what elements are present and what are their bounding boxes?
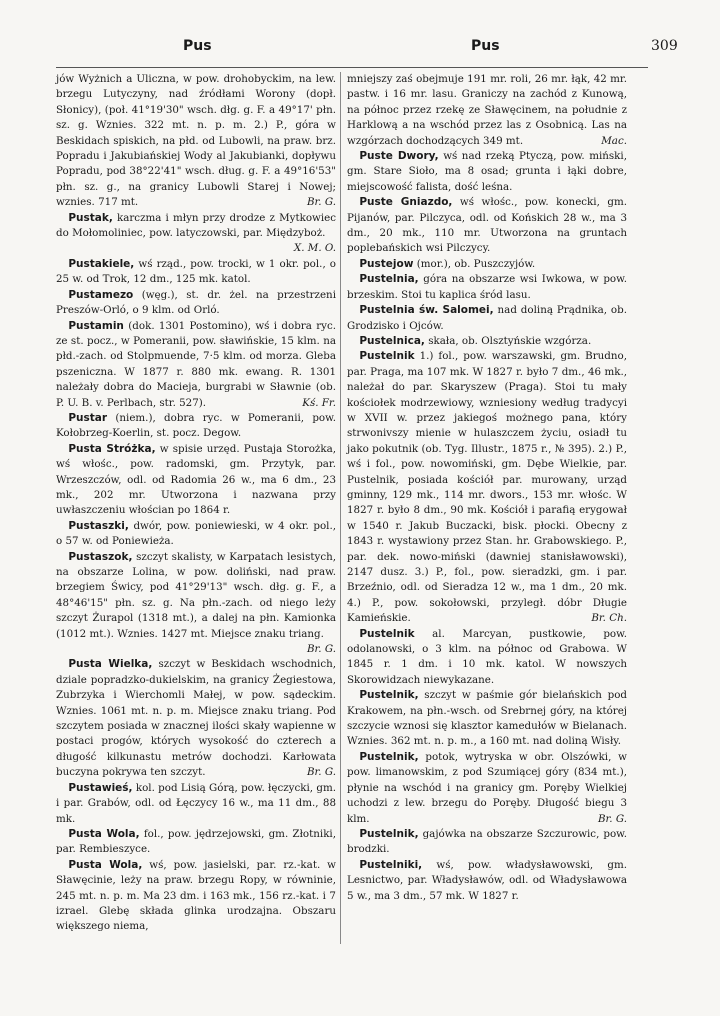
entry-text: szczyt w Beskidach wschodnich, dziale popradzko-dukielskim, na granicy Żegiestowa, Zubrzyka i Wierchomli Małej, w pow. sądeckim. Wznies. 1061 mt. n. p. m. Miejsce znaku triang. Pod szczytem posiada w znacznej ilości skały wapienne w postaci progów, których wysokość do czterech a długość kilkunastu metrów dochodzi. Karłowata buczyna pokrywa ten szczyt.: [56, 658, 337, 779]
entry-text: wś nad rzeką Ptyczą, pow. miński, gm. Stare Sioło, ma 8 osad; grunta i łąki dobre, miejscowość falista, dość leśna.: [347, 150, 627, 193]
entry-signature: Br. G.: [306, 766, 336, 779]
entry-headword: Pustar: [68, 411, 108, 424]
entry-text: (dok. 1301 Postomino), wś i dobra ryc. ze st. pocz., w Pomeranii, pow. sławińskie, 15 klm. na płd.-zach. od Stolpmuende, 7·5 klm. od morza. Gleba pszeniczna. W 1877 r. 880 mk. ewang. R. 1301 należały dobra do Macieja, burgrabi w Sławnie (ob. P. U. B. v. Perlbach, str. 527).: [56, 319, 336, 409]
entry-text: mniejszy zaś obejmuje 191 mr. roli, 26 mr. łąk, 42 mr. pastw. i 16 mr. lasu. Graniczy na zachód z Kunową, na północ przez rzekę ze Sławęcinem, na południe z Harklową a na wschód przez las z Osobnicą. Las na wzgórzach dochodzących 349 mt.: [347, 73, 627, 147]
entry-text: w spisie urzęd. Pustaja Storożka, wś włośc., pow. radomski, gm. Przytyk, par. Wrzeszczów, odl. od Radomia 26 w., ma 6 dm., 23 mk., 202 mr. Utworzona i nazwana przy uwłaszczeniu włościan po 1864 r.: [56, 442, 336, 517]
entry-text: (niem.), dobra ryc. w Pomeranii, pow. Kołobrzeg-Koerlin, st. pocz. Degow.: [56, 411, 336, 440]
entry-signature: Br. G.: [306, 643, 336, 656]
dictionary-entry: [56, 657, 336, 780]
entry-headword: Pusta Wielka,: [68, 658, 153, 671]
entry-headword: Pusta Wola,: [68, 858, 143, 871]
entry-text: kol. pod Lisią Górą, pow. łęczycki, gm. i par. Grabów, odl. od Łęczycy 16 w., ma 11 dm., 88 mk.: [56, 781, 336, 825]
entry-headword: Pustelnik,: [359, 827, 419, 840]
dictionary-entry: [347, 334, 627, 349]
entry-text: potok, wytryska w obr. Olszówki, w pow. limanowskim, z pod Szumiącej góry (834 mt.), płynie na wschód i na granicy gm. Poręby Wielkiej uchodzi z lew. brzegu do Poręby. Długość biegu 3 klm.: [347, 750, 627, 825]
entry-headword: Pustelnik: [359, 350, 415, 363]
entry-headword: Pustejow: [359, 257, 414, 270]
entry-signature: Br. G.: [597, 812, 627, 825]
dictionary-entry: [347, 688, 627, 750]
entry-text: gajówka na obszarze Szczurowic, pow. brodzki.: [347, 827, 628, 856]
entry-headword: Pustelnica,: [359, 334, 425, 347]
entry-signature: X. M. O.: [293, 242, 336, 255]
entry-text: wś włośc., pow. konecki, gm. Pijanów, par. Pilczyca, odl. od Końskich 28 w., ma 3 dm., 20 mk., 110 mr. Utworzona na gruntach poplebańskich wsi Pilczycy.: [347, 196, 627, 255]
dictionary-entry: [56, 211, 336, 257]
entry-signature: Br. G.: [306, 196, 336, 209]
entry-signature: Mac.: [601, 134, 627, 147]
dictionary-entry: [347, 72, 627, 149]
entry-headword: Puste Gniazdo,: [359, 196, 453, 209]
dictionary-entry: [347, 195, 627, 257]
entry-signature: Kś. Fr.: [302, 396, 336, 409]
entry-headword: Pustaszok,: [68, 550, 133, 563]
entry-headword: Puste Dwory,: [359, 150, 439, 163]
entry-text: karczma i młyn przy drodze z Mytkowiec do Mołomoliniec, pow. latyczowski, par. Międzyboż.: [56, 211, 336, 240]
entry-text: 1.) fol., pow. warszawski, gm. Brudno, par. Praga, ma 107 mk. W 1827 r. było 7 dm., 46 mk., należał do par. Skaryszew (Praga). Stoi tu mały kościołek modrzewiowy, wzniesiony według tradycyi w XVII w. przez jakiegoś możnego pana, który strwonivszy mienie w hulaszczem życiu, osiadł tu jako pokutnik (ob. Tyg. Illustr., 1875 r., № 395). 2.) P., wś i fol., pow. nowomiński, gm. Dębe Wielkie, par. Pustelnik, posiada kościół par. murowany, urząd gminny, 129 mk., 114 mr. dwors., 153 mr. włośc. W 1827 r. było 8 dm., 90 mk. Kościół i parafią erygował w 1540 r. Jakub Buczacki, bisk. płocki. Obecny z 1843 r. wystawiony przez Stan. hr. Grabowskiego. P., par. dek. nowo-miński (dawniej stanisławowski), 2147 dusz. 3.) P., fol., pow. sieradzki, gm. i par. Brzeźnio, odl. od Sieradza 12 w., ma 1 dm., 20 mk. 4.) P., pow. sokołowski, przyległ. dóbr Długie Kamieńskie.: [347, 350, 627, 625]
dictionary-entry: [56, 442, 336, 519]
dictionary-entry: [56, 288, 336, 319]
left-column: [56, 72, 336, 935]
entry-text: jów Wyżnich a Uliczna, w pow. drohobyckim, na lew. brzegu Lutyczyny, nad źródłami Worony (dopł. Słonicy), (poł. 41°19'30" wsch. dłg. g. F. a 49°17' płn. sz. g. Wznies. 322 mt. n. p. m. 2.) P., góra w Beskidach spiskich, na płd. od Lubowli, na praw. brz. Popradu i Jakubiańskiej Wody al Jakubianki, dopływu Popradu, pod 38°22'41" wsch. dług. g. F. a 49°16'53" płn. sz. g., na granicy Lubowli Starej i Nowej; wznies. 717 mt.: [56, 73, 336, 209]
dictionary-entry: [347, 827, 627, 858]
entry-text: al. Marcyan, pustkowie, pow. odolanowski, o 3 klm. na północ od Grabowa. W 1845 r. 1 dm. i 10 mk. katol. W nowszych Skorowidzach niewykazane.: [347, 627, 627, 686]
entry-headword: Pustamin: [68, 319, 124, 332]
entry-headword: Pusta Stróżka,: [68, 442, 156, 455]
entry-headword: Pustelniki,: [359, 858, 423, 871]
entry-headword: Pustak,: [68, 211, 113, 224]
entry-text: szczyt skalisty, w Karpatach lesistych, na obszarze Lolina, w pow. doliński, nad praw. brzegiem Świcy, pod 41°29'13" wsch. dłg. g. F., a 48°46'15" płn. sz. g. Na płn.-zach. od niego leży szczyt Żurapol (1318 mt.), a dalej na płn. Kamionka (1012 mt.). Wznies. 1427 mt. Miejsce znaku triang.: [56, 550, 336, 640]
entry-text: skała, ob. Olsztyńskie wzgórza.: [428, 334, 592, 347]
dictionary-entry: [347, 149, 627, 195]
entry-text: wś, pow. władysławowski, gm. Lesnictwo, par. Władysławów, odl. od Władysławowa 5 w., ma 3 dm., 57 mk. W 1827 r.: [347, 858, 627, 902]
column-divider: [340, 72, 341, 944]
dictionary-entry: [56, 519, 336, 550]
dictionary-entry: [56, 257, 336, 288]
dictionary-entry: [347, 627, 627, 689]
entry-headword: Pustelnik: [359, 627, 415, 640]
right-column: [347, 72, 627, 904]
dictionary-entry: [347, 272, 627, 303]
entry-text: fol., pow. jędrzejowski, gm. Złotniki, par. Rembieszyce.: [56, 827, 336, 856]
running-head-left: Pus: [183, 38, 212, 54]
entry-headword: Pusta Wola,: [68, 827, 140, 840]
entry-text: dwór, pow. poniewieski, w 4 okr. pol., o 57 w. od Poniewieża.: [56, 519, 336, 548]
dictionary-entry: [56, 858, 336, 935]
dictionary-entry: [347, 858, 627, 904]
entry-signature: Br. Ch.: [591, 612, 627, 625]
entry-text: wś rząd., pow. trocki, w 1 okr. pol., o 25 w. od Trok, 12 dm., 125 mk. katol.: [56, 257, 336, 286]
entry-text: szczyt w paśmie gór bielańskich pod Krakowem, na płn.-wsch. od Srebrnej góry, na której szczycie wznosi się klasztor kamedułów w Bielanach. Wznies. 362 mt. n. p. m., a 160 mt. nad doliną Wisły.: [347, 689, 627, 748]
dictionary-entry: [347, 750, 627, 827]
dictionary-entry: [347, 257, 627, 272]
entry-headword: Pustamezo: [68, 288, 134, 301]
dictionary-entry: [56, 781, 336, 827]
entry-headword: Pustawieś,: [68, 781, 133, 794]
dictionary-entry: [56, 319, 336, 411]
entry-text: góra na obszarze wsi Iwkowa, w pow. brzeskim. Stoi tu kaplica śród lasu.: [347, 273, 627, 301]
entry-headword: Pustelnik,: [359, 750, 419, 763]
dictionary-entry: [347, 349, 627, 626]
entry-headword: Pustaszki,: [68, 519, 129, 532]
entry-headword: Pustakiele,: [68, 257, 135, 270]
entry-headword: Pustelnia św. Salomei,: [359, 304, 494, 317]
entry-text: wś, pow. jasielski, par. rz.-kat. w Sławęcinie, leży na praw. brzegu Ropy, w równinie, 245 mt. n. p. m. Ma 23 dm. i 163 mk., 156 rz.-kat. i 7 izrael. Glebę składa glinka urodzajna. Obszaru większego niema,: [56, 858, 336, 933]
dictionary-entry: [347, 303, 627, 334]
dictionary-entry: [56, 550, 336, 658]
dictionary-entry: [56, 411, 336, 442]
entry-text: (mor.), ob. Puszczyjów.: [416, 257, 536, 270]
dictionary-entry: [56, 827, 336, 858]
entry-text: nad doliną Prądnika, ob. Grodzisko i Ojców.: [347, 304, 627, 332]
entry-headword: Pustelnik,: [359, 689, 419, 702]
entry-text: (węg.), st. dr. żel. na przestrzeni Preszów-Orló, o 9 klm. od Orló.: [56, 288, 336, 317]
header-rule: [56, 67, 648, 68]
page-number: 309: [651, 38, 678, 54]
running-head-right: Pus: [471, 38, 500, 54]
entry-headword: Pustelnia,: [359, 273, 419, 286]
dictionary-entry: [56, 72, 336, 211]
